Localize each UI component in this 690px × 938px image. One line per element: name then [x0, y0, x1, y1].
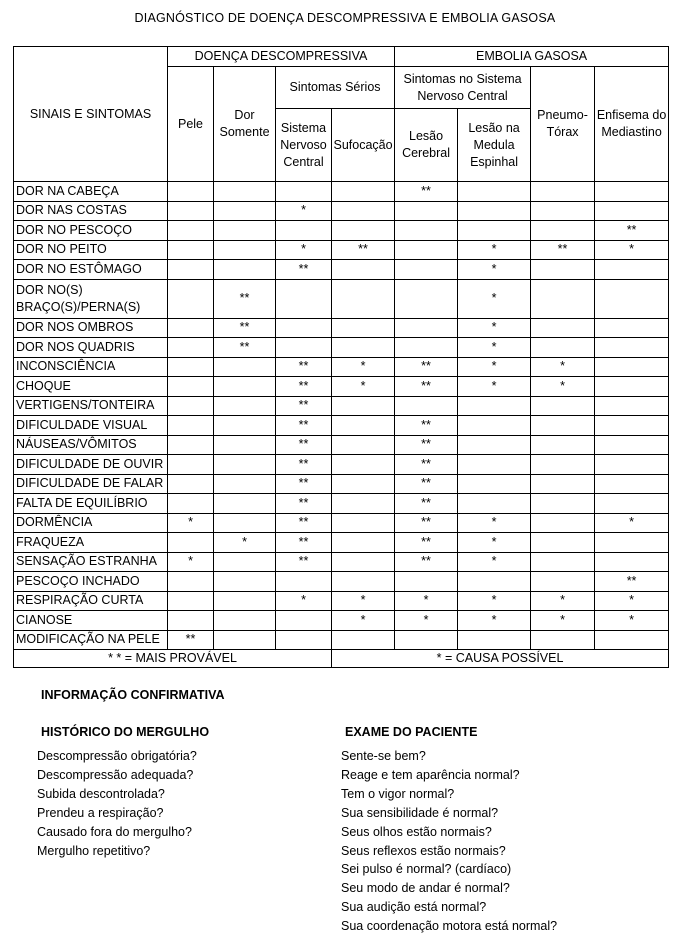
cell-dor-somente [214, 201, 276, 221]
cell-dor-somente [214, 260, 276, 280]
cell-lesao-medula: * [458, 357, 531, 377]
exame-item: Sente-se bem? [341, 749, 426, 763]
table-row [14, 279, 669, 318]
cell-lesao-cerebral [395, 318, 458, 338]
cell-sistema-nervoso [276, 279, 332, 318]
table-row [14, 201, 669, 221]
cell-enfisema [595, 260, 669, 280]
historico-item: Causado fora do mergulho? [37, 824, 192, 839]
cell-dor-somente [214, 182, 276, 202]
cell-dor-somente [214, 377, 276, 397]
cell-lesao-medula: * [458, 611, 531, 631]
cell-lesao-medula: * [458, 377, 531, 397]
cell-dor-somente [214, 611, 276, 631]
cell-dor-somente: * [214, 533, 276, 553]
cell-sufocacao: * [332, 357, 395, 377]
cell-enfisema [595, 357, 669, 377]
cell-dor-somente [214, 572, 276, 592]
cell-pele [168, 221, 214, 241]
header-col-sistema-nervoso: Sistema Nervoso Central [276, 109, 332, 182]
cell-lesao-medula: * [458, 279, 531, 318]
cell-dor-somente [214, 240, 276, 260]
symptom-label: NÁUSEAS/VÔMITOS [14, 435, 168, 455]
cell-lesao-cerebral: ** [395, 533, 458, 553]
cell-pneumotorax: ** [531, 240, 595, 260]
cell-sistema-nervoso: ** [276, 513, 332, 533]
cell-lesao-medula [458, 494, 531, 514]
cell-pneumotorax [531, 435, 595, 455]
header-col-pneumotorax: Pneumo-Tórax [531, 67, 595, 182]
cell-sufocacao [332, 182, 395, 202]
cell-pneumotorax: * [531, 357, 595, 377]
cell-lesao-cerebral: ** [395, 513, 458, 533]
symptom-label: MODIFICAÇÃO NA PELE [14, 630, 168, 650]
header-sintomas-serios: Sintomas Sérios [276, 67, 395, 109]
cell-enfisema [595, 533, 669, 553]
symptom-label: DOR NOS QUADRIS [14, 338, 168, 358]
table-row [14, 221, 669, 241]
cell-lesao-medula [458, 455, 531, 475]
cell-lesao-cerebral [395, 630, 458, 650]
cell-pneumotorax [531, 201, 595, 221]
cell-pneumotorax [531, 279, 595, 318]
cell-lesao-cerebral: ** [395, 377, 458, 397]
cell-lesao-cerebral [395, 240, 458, 260]
cell-pneumotorax: * [531, 611, 595, 631]
cell-pneumotorax [531, 396, 595, 416]
cell-lesao-medula [458, 474, 531, 494]
cell-dor-somente [214, 474, 276, 494]
cell-pele: * [168, 513, 214, 533]
symptom-label: DOR NO(S) BRAÇO(S)/PERNA(S) [14, 279, 168, 318]
symptom-label: DIFICULDADE VISUAL [14, 416, 168, 436]
cell-dor-somente [214, 357, 276, 377]
symptom-label: DIFICULDADE DE FALAR [14, 474, 168, 494]
cell-lesao-medula: * [458, 552, 531, 572]
table-row [14, 182, 669, 202]
symptom-label: VERTIGENS/TONTEIRA [14, 396, 168, 416]
cell-enfisema: ** [595, 221, 669, 241]
legend-mais-provavel: * * = MAIS PROVÁVEL [14, 650, 332, 668]
cell-sistema-nervoso [276, 221, 332, 241]
exame-item: Sei pulso é normal? (cardíaco) [341, 862, 512, 877]
cell-pele [168, 435, 214, 455]
cell-pele [168, 182, 214, 202]
cell-sufocacao [332, 494, 395, 514]
cell-pneumotorax [531, 533, 595, 553]
cell-sufocacao [332, 552, 395, 572]
cell-sufocacao [332, 513, 395, 533]
symptom-label: DORMÊNCIA [14, 513, 168, 533]
cell-enfisema: * [595, 611, 669, 631]
historico-heading: HISTÓRICO DO MERGULHO [41, 725, 210, 739]
table-row [14, 474, 669, 494]
symptom-label: DOR NOS OMBROS [14, 318, 168, 338]
table-row [14, 630, 669, 650]
cell-dor-somente [214, 221, 276, 241]
cell-sistema-nervoso: * [276, 240, 332, 260]
table-row [14, 396, 669, 416]
cell-enfisema: ** [595, 572, 669, 592]
cell-lesao-cerebral: * [395, 611, 458, 631]
cell-dor-somente [214, 630, 276, 650]
historico-item: Mergulho repetitivo? [37, 843, 151, 858]
cell-lesao-medula [458, 182, 531, 202]
cell-enfisema [595, 201, 669, 221]
cell-pneumotorax [531, 572, 595, 592]
cell-pele [168, 318, 214, 338]
exame-item: Reage e tem aparência normal? [341, 767, 520, 782]
cell-sufocacao [332, 221, 395, 241]
cell-lesao-cerebral [395, 221, 458, 241]
table-row [14, 533, 669, 553]
cell-enfisema: * [595, 513, 669, 533]
cell-lesao-medula [458, 572, 531, 592]
cell-dor-somente [214, 396, 276, 416]
header-sintomas-snc: Sintomas no Sistema Nervoso Central [395, 67, 531, 109]
exame-item: Seus olhos estão normais? [341, 824, 492, 839]
cell-pele [168, 357, 214, 377]
cell-pneumotorax: * [531, 591, 595, 611]
cell-pele [168, 533, 214, 553]
cell-sufocacao [332, 533, 395, 553]
cell-dor-somente: ** [214, 318, 276, 338]
cell-pele [168, 591, 214, 611]
cell-sistema-nervoso [276, 572, 332, 592]
exame-item: Seus reflexos estão normais? [341, 843, 506, 858]
table-row [14, 513, 669, 533]
table-row [14, 552, 669, 572]
cell-sistema-nervoso: ** [276, 260, 332, 280]
symptom-label: INCONSCIÊNCIA [14, 357, 168, 377]
table-row [14, 377, 669, 397]
symptom-label: RESPIRAÇÃO CURTA [14, 591, 168, 611]
table-row [14, 494, 669, 514]
cell-sistema-nervoso: * [276, 591, 332, 611]
cell-lesao-cerebral: ** [395, 552, 458, 572]
cell-pneumotorax [531, 318, 595, 338]
cell-pele [168, 396, 214, 416]
cell-dor-somente [214, 552, 276, 572]
cell-enfisema [595, 396, 669, 416]
table-row [14, 338, 669, 358]
cell-sufocacao: * [332, 611, 395, 631]
cell-pele [168, 455, 214, 475]
exame-item: Seu modo de andar é normal? [341, 881, 510, 896]
cell-lesao-cerebral [395, 201, 458, 221]
cell-sufocacao [332, 474, 395, 494]
cell-sufocacao [332, 260, 395, 280]
cell-pneumotorax [531, 455, 595, 475]
cell-lesao-cerebral: ** [395, 357, 458, 377]
cell-pele [168, 377, 214, 397]
info-heading: INFORMAÇÃO CONFIRMATIVA [41, 688, 225, 702]
header-embolia-gasosa: EMBOLIA GASOSA [395, 47, 669, 67]
header-col-pele: Pele [168, 67, 214, 182]
symptom-label: DOR NA CABEÇA [14, 182, 168, 202]
table-row [14, 591, 669, 611]
symptom-label: FRAQUEZA [14, 533, 168, 553]
cell-sistema-nervoso: ** [276, 552, 332, 572]
cell-pneumotorax [531, 221, 595, 241]
cell-pneumotorax: * [531, 377, 595, 397]
historico-item: Descompressão obrigatória? [37, 749, 197, 763]
table-row [14, 455, 669, 475]
cell-sistema-nervoso: ** [276, 357, 332, 377]
cell-lesao-cerebral [395, 279, 458, 318]
cell-enfisema [595, 182, 669, 202]
cell-sufocacao [332, 455, 395, 475]
symptom-label: CHOQUE [14, 377, 168, 397]
cell-dor-somente [214, 513, 276, 533]
table-row [14, 318, 669, 338]
table-row [14, 416, 669, 436]
cell-pneumotorax [531, 338, 595, 358]
cell-sistema-nervoso [276, 630, 332, 650]
cell-sistema-nervoso: * [276, 201, 332, 221]
cell-lesao-cerebral [395, 572, 458, 592]
cell-pele [168, 240, 214, 260]
cell-enfisema: * [595, 591, 669, 611]
cell-sufocacao [332, 572, 395, 592]
symptom-label: DOR NAS COSTAS [14, 201, 168, 221]
header-sinais-sintomas: SINAIS E SINTOMAS [14, 47, 168, 182]
symptom-label: DOR NO ESTÔMAGO [14, 260, 168, 280]
cell-sufocacao [332, 435, 395, 455]
cell-sistema-nervoso: ** [276, 435, 332, 455]
cell-dor-somente [214, 416, 276, 436]
cell-dor-somente [214, 435, 276, 455]
cell-lesao-cerebral: ** [395, 474, 458, 494]
exame-item: Sua sensibilidade é normal? [341, 805, 499, 820]
historico-item: Descompressão adequada? [37, 767, 194, 782]
cell-pneumotorax [531, 630, 595, 650]
cell-pneumotorax [531, 513, 595, 533]
cell-sistema-nervoso: ** [276, 494, 332, 514]
cell-pele [168, 474, 214, 494]
table-row [14, 611, 669, 631]
cell-lesao-cerebral: ** [395, 416, 458, 436]
cell-lesao-medula [458, 201, 531, 221]
exame-heading: EXAME DO PACIENTE [345, 725, 478, 739]
cell-pele [168, 572, 214, 592]
cell-sistema-nervoso [276, 318, 332, 338]
historico-item: Prendeu a respiração? [37, 805, 164, 820]
cell-sufocacao [332, 318, 395, 338]
cell-pele [168, 494, 214, 514]
cell-lesao-medula: * [458, 513, 531, 533]
cell-dor-somente: ** [214, 279, 276, 318]
cell-sistema-nervoso: ** [276, 416, 332, 436]
cell-lesao-cerebral [395, 338, 458, 358]
cell-pneumotorax [531, 182, 595, 202]
cell-enfisema [595, 630, 669, 650]
cell-sistema-nervoso: ** [276, 533, 332, 553]
cell-sufocacao [332, 338, 395, 358]
cell-dor-somente: ** [214, 338, 276, 358]
cell-lesao-medula: * [458, 338, 531, 358]
cell-enfisema [595, 318, 669, 338]
exame-list [341, 747, 557, 936]
cell-pneumotorax [531, 494, 595, 514]
cell-lesao-medula [458, 630, 531, 650]
cell-pneumotorax [531, 416, 595, 436]
cell-sufocacao: * [332, 591, 395, 611]
cell-pele: ** [168, 630, 214, 650]
cell-sistema-nervoso: ** [276, 377, 332, 397]
header-col-lesao-cerebral: Lesão Cerebral [395, 109, 458, 182]
cell-lesao-medula: * [458, 591, 531, 611]
cell-enfisema [595, 474, 669, 494]
cell-lesao-medula [458, 396, 531, 416]
diagnosis-table [13, 46, 669, 668]
cell-dor-somente [214, 591, 276, 611]
cell-sistema-nervoso: ** [276, 474, 332, 494]
historico-list [37, 747, 197, 860]
table-row [14, 572, 669, 592]
cell-enfisema [595, 435, 669, 455]
cell-pele [168, 611, 214, 631]
header-col-dor-somente: Dor Somente [214, 67, 276, 182]
cell-lesao-cerebral [395, 396, 458, 416]
exame-item: Sua audição está normal? [341, 900, 487, 915]
cell-sistema-nervoso [276, 338, 332, 358]
historico-item: Subida descontrolada? [37, 786, 165, 801]
cell-lesao-cerebral: ** [395, 455, 458, 475]
cell-lesao-medula: * [458, 240, 531, 260]
cell-dor-somente [214, 494, 276, 514]
symptom-label: FALTA DE EQUILÍBRIO [14, 494, 168, 514]
cell-pneumotorax [531, 552, 595, 572]
header-doenca-descompressiva: DOENÇA DESCOMPRESSIVA [168, 47, 395, 67]
cell-sufocacao [332, 201, 395, 221]
cell-lesao-cerebral: ** [395, 182, 458, 202]
table-row [14, 357, 669, 377]
cell-lesao-cerebral: ** [395, 494, 458, 514]
symptom-label: PESCOÇO INCHADO [14, 572, 168, 592]
legend-causa-possivel: * = CAUSA POSSÍVEL [332, 650, 669, 668]
cell-pneumotorax [531, 260, 595, 280]
cell-enfisema [595, 455, 669, 475]
cell-pele [168, 338, 214, 358]
header-col-enfisema: Enfisema do Mediastino [595, 67, 669, 182]
cell-lesao-medula [458, 416, 531, 436]
cell-sufocacao: ** [332, 240, 395, 260]
exame-item: Tem o vigor normal? [341, 786, 455, 801]
cell-pele [168, 260, 214, 280]
header-col-lesao-medula: Lesão na Medula Espinhal [458, 109, 531, 182]
table-row [14, 435, 669, 455]
table-body [14, 47, 669, 650]
cell-lesao-cerebral [395, 260, 458, 280]
cell-enfisema [595, 552, 669, 572]
cell-pneumotorax [531, 474, 595, 494]
symptom-label: CIANOSE [14, 611, 168, 631]
cell-enfisema [595, 377, 669, 397]
cell-pele [168, 279, 214, 318]
cell-sufocacao [332, 279, 395, 318]
page-title: DIAGNÓSTICO DE DOENÇA DESCOMPRESSIVA E EMBOLIA GASOSA [134, 11, 556, 25]
cell-lesao-medula [458, 221, 531, 241]
cell-lesao-medula: * [458, 533, 531, 553]
cell-pele [168, 201, 214, 221]
cell-sistema-nervoso [276, 611, 332, 631]
header-row-groups [14, 47, 669, 67]
cell-pele: * [168, 552, 214, 572]
cell-enfisema [595, 279, 669, 318]
cell-enfisema: * [595, 240, 669, 260]
cell-lesao-cerebral: * [395, 591, 458, 611]
cell-sistema-nervoso: ** [276, 396, 332, 416]
cell-sufocacao [332, 416, 395, 436]
header-col-sufocacao: Sufocação [332, 109, 395, 182]
symptom-label: DOR NO PEITO [14, 240, 168, 260]
cell-enfisema [595, 494, 669, 514]
cell-sufocacao: * [332, 377, 395, 397]
cell-lesao-medula: * [458, 260, 531, 280]
table-row [14, 260, 669, 280]
cell-dor-somente [214, 455, 276, 475]
cell-lesao-cerebral: ** [395, 435, 458, 455]
symptom-label: DOR NO PESCOÇO [14, 221, 168, 241]
exame-item: Sua coordenação motora está normal? [341, 919, 558, 934]
cell-sistema-nervoso: ** [276, 455, 332, 475]
cell-sistema-nervoso [276, 182, 332, 202]
cell-pele [168, 416, 214, 436]
legend-row [14, 650, 669, 668]
table-row [14, 240, 669, 260]
symptom-label: DIFICULDADE DE OUVIR [14, 455, 168, 475]
symptom-label: SENSAÇÃO ESTRANHA [14, 552, 168, 572]
cell-sufocacao [332, 630, 395, 650]
cell-lesao-medula: * [458, 318, 531, 338]
cell-lesao-medula [458, 435, 531, 455]
cell-enfisema [595, 338, 669, 358]
cell-enfisema [595, 416, 669, 436]
cell-sufocacao [332, 396, 395, 416]
